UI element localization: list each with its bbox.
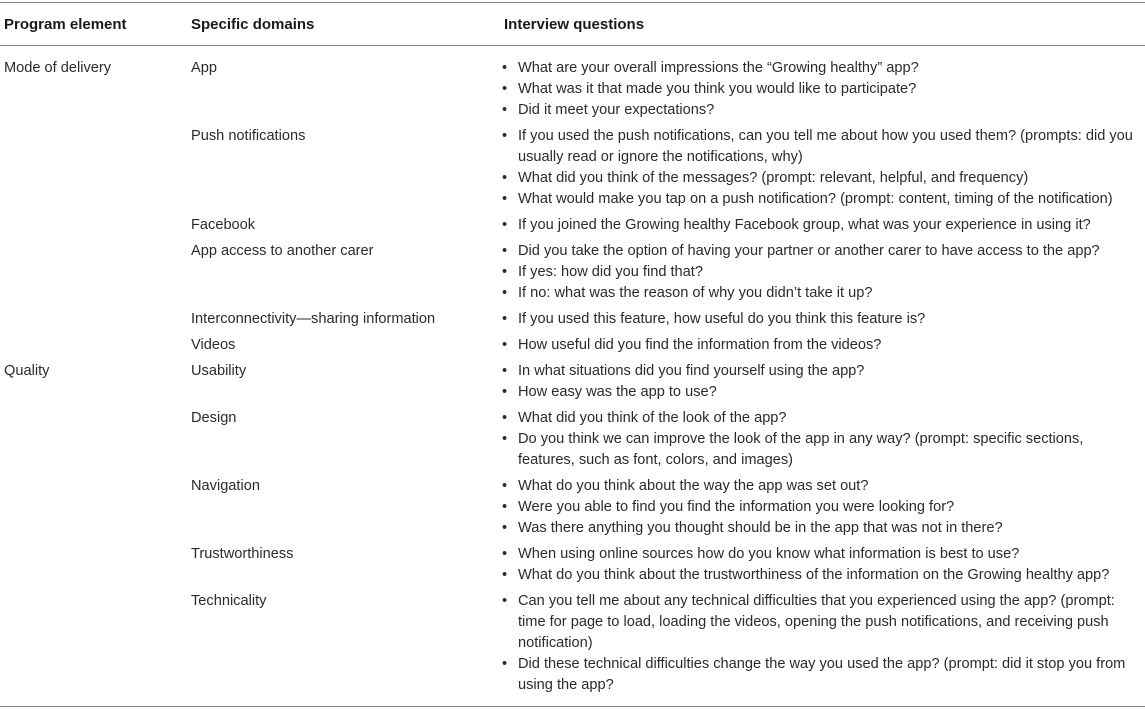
header-specific-domains: Specific domains [191,16,315,33]
program-element-cell [0,215,187,241]
question-list [500,309,1143,330]
question-item [502,408,1143,429]
question-text: Did these technical difficulties change the way you used the app? (prompt: did it stop you from using the app? [518,656,1126,693]
question-item [502,79,1143,100]
question-text: Was there anything you thought should be in the app that was not in there? [518,520,1003,536]
bullet-icon: • [502,191,508,207]
bullet-icon: • [502,656,508,672]
program-element-cell [0,335,187,361]
interview-questions-cell [500,591,1145,707]
table-row [0,591,1145,707]
program-element-cell: Quality [4,363,50,379]
specific-domain-cell: Videos [191,337,236,353]
question-item [502,189,1143,210]
question-item [502,262,1143,283]
question-text: If you joined the Growing healthy Facebook group, what was your experience in using it? [518,217,1091,233]
question-item [502,518,1143,539]
question-list [500,126,1143,210]
question-text: If yes: how did you find that? [518,264,703,280]
program-element-cell [0,476,187,544]
bullet-icon: • [502,311,508,327]
table-header [0,3,1145,46]
bullet-icon: • [502,170,508,186]
specific-domain-cell: Facebook [191,217,256,233]
question-text: Did it meet your expectations? [518,102,715,118]
interview-questions-cell [500,46,1145,127]
interview-questions-cell [500,309,1145,335]
table-row [0,408,1145,476]
table-row [0,309,1145,335]
question-text: If no: what was the reason of why you didn’t take it up? [518,285,873,301]
bullet-icon: • [502,520,508,536]
bullet-icon: • [502,102,508,118]
bullet-icon: • [502,217,508,233]
specific-domain-cell: Design [191,410,237,426]
question-item [502,100,1143,121]
question-text: Did you take the option of having your partner or another carer to have access to the app? [518,243,1100,259]
bullet-icon: • [502,81,508,97]
question-item [502,335,1143,356]
specific-domain-cell: Interconnectivity—sharing information [191,311,436,327]
specific-domain-cell: Push notifications [191,128,306,144]
bullet-icon: • [502,384,508,400]
question-item [502,58,1143,79]
question-text: When using online sources how do you know what information is best to use? [518,546,1020,562]
question-text: Were you able to find you find the information you were looking for? [518,499,955,515]
question-text: What was it that made you think you would like to participate? [518,81,917,97]
bullet-icon: • [502,285,508,301]
question-text: What do you think about the way the app was set out? [518,478,869,494]
specific-domain-cell: Navigation [191,478,260,494]
table-row [0,126,1145,215]
bullet-icon: • [502,567,508,583]
question-list [500,335,1143,356]
bullet-icon: • [502,363,508,379]
program-element-cell: Mode of delivery [4,60,112,76]
question-item [502,126,1143,168]
specific-domain-cell: App access to another carer [191,243,374,259]
question-item [502,544,1143,565]
question-text: What do you think about the trustworthiness of the information on the Growing healthy app? [518,567,1110,583]
interview-questions-cell [500,544,1145,591]
header-program-element: Program element [4,16,127,33]
question-item [502,497,1143,518]
question-text: Do you think we can improve the look of the app in any way? (prompt: specific sections, features, such as font, colors, and images) [518,431,1084,468]
bullet-icon: • [502,410,508,426]
bullet-icon: • [502,593,508,609]
specific-domain-cell: App [191,60,217,76]
bullet-icon: • [502,337,508,353]
question-item [502,241,1143,262]
specific-domain-cell: Trustworthiness [191,546,294,562]
question-item [502,168,1143,189]
interview-questions-cell [500,215,1145,241]
question-text: What did you think of the look of the app? [518,410,787,426]
bullet-icon: • [502,431,508,447]
question-item [502,361,1143,382]
interview-questions-cell [500,476,1145,544]
header-row [0,3,1145,46]
question-item [502,565,1143,586]
bullet-icon: • [502,264,508,280]
question-list [500,408,1143,471]
interview-questions-cell [500,335,1145,361]
question-item [502,215,1143,236]
program-element-cell [0,544,187,591]
question-text: If you used the push notifications, can you tell me about how you used them? (prompts: did you usually read or ignore the notifications, why) [518,128,1133,165]
table-row [0,46,1145,127]
table-row [0,241,1145,309]
bullet-icon: • [502,128,508,144]
interview-questions-cell [500,408,1145,476]
table-row [0,215,1145,241]
question-item [502,476,1143,497]
question-text: Can you tell me about any technical difficulties that you experienced using the app? (prompt: time for page to load, loading the videos, opening the push notifications, and receiving push notification) [518,593,1115,651]
question-text: In what situations did you find yourself using the app? [518,363,865,379]
bullet-icon: • [502,478,508,494]
question-item [502,309,1143,330]
interview-questions-table [0,2,1145,707]
header-interview-questions: Interview questions [504,16,645,33]
question-list [500,361,1143,403]
bullet-icon: • [502,60,508,76]
interview-questions-cell [500,361,1145,408]
table-row [0,335,1145,361]
table-row [0,476,1145,544]
bullet-icon: • [502,546,508,562]
question-text: How useful did you find the information from the videos? [518,337,882,353]
question-list [500,58,1143,121]
question-item [502,382,1143,403]
question-item [502,591,1143,654]
program-element-cell [0,591,187,707]
question-text: If you used this feature, how useful do you think this feature is? [518,311,926,327]
question-item [502,654,1143,696]
table-row [0,544,1145,591]
bullet-icon: • [502,499,508,515]
interview-questions-cell [500,126,1145,215]
table-body [0,46,1145,707]
bullet-icon: • [502,243,508,259]
question-list [500,241,1143,304]
table-row [0,361,1145,408]
interview-questions-cell [500,241,1145,309]
program-element-cell [0,241,187,309]
question-text: What are your overall impressions the “Growing healthy” app? [518,60,919,76]
specific-domain-cell: Technicality [191,593,267,609]
question-text: What would make you tap on a push notification? (prompt: content, timing of the notification) [518,191,1113,207]
specific-domain-cell: Usability [191,363,247,379]
question-item [502,429,1143,471]
question-list [500,215,1143,236]
program-element-cell [0,408,187,476]
question-list [500,544,1143,586]
question-text: How easy was the app to use? [518,384,717,400]
program-element-cell [0,309,187,335]
question-item [502,283,1143,304]
program-element-cell [0,126,187,215]
question-list [500,591,1143,696]
question-text: What did you think of the messages? (prompt: relevant, helpful, and frequency) [518,170,1029,186]
question-list [500,476,1143,539]
